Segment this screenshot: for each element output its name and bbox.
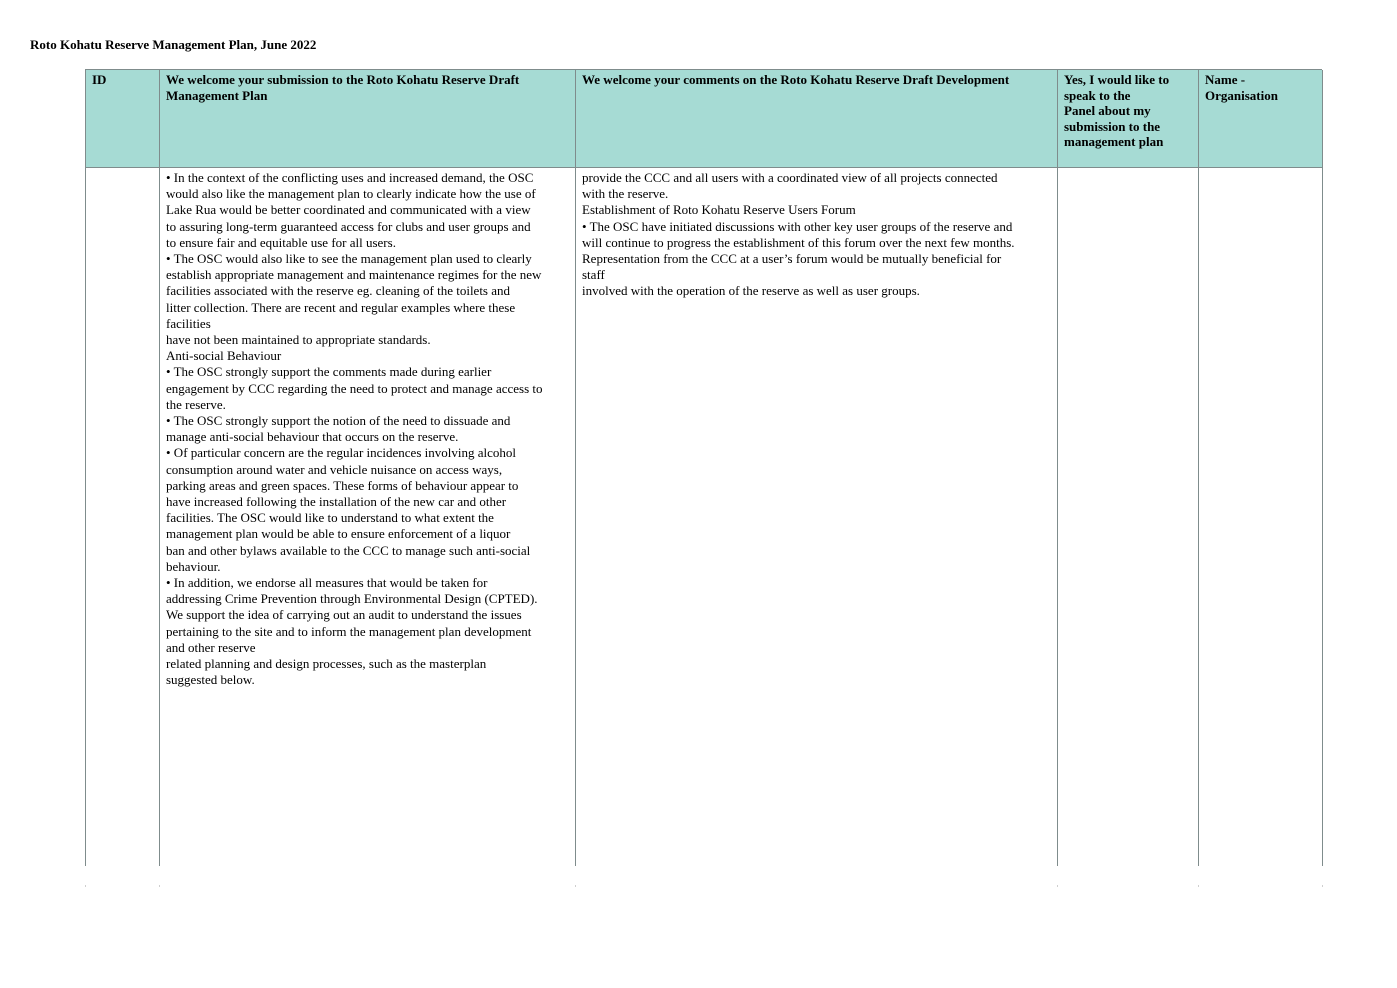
header-id-label: ID <box>92 72 107 87</box>
column-mark <box>575 885 576 887</box>
text-line: manage anti-social behaviour that occurs on the reserve. <box>166 429 459 445</box>
column-mark <box>1057 885 1058 887</box>
text-line: engagement by CCC regarding the need to protect and manage access to <box>166 380 543 396</box>
text-line: facilities. The OSC would like to understand to what extent the <box>166 510 494 526</box>
text-line: management plan would be able to ensure enforcement of a liquor <box>166 526 511 542</box>
column-submission <box>159 70 575 866</box>
text-line: Establishment of Roto Kohatu Reserve Users Forum <box>582 202 856 218</box>
text-line: involved with the operation of the reserve as well as user groups. <box>582 283 920 299</box>
header-submission <box>160 70 575 168</box>
text-line: and other reserve <box>166 639 256 655</box>
cell-id <box>86 168 159 866</box>
column-mark <box>1198 885 1199 887</box>
column-mark <box>1322 885 1323 887</box>
text-line: related planning and design processes, such as the masterplan <box>166 656 487 672</box>
text-line: • The OSC would also like to see the management plan used to clearly <box>166 251 532 267</box>
text-line: Lake Rua would be better coordinated and communicated with a view <box>166 202 531 218</box>
text-line: litter collection. There are recent and regular examples where these <box>166 299 516 315</box>
header-submission-line: Management Plan <box>166 87 268 103</box>
column-comments <box>575 70 1057 866</box>
text-line: • The OSC strongly support the notion of the need to dissuade and <box>166 413 511 429</box>
text-line: will continue to progress the establishment of this forum over the next few months. <box>582 234 1015 250</box>
text-line: facilities <box>166 315 211 331</box>
text-line: Anti-social Behaviour <box>166 348 282 364</box>
text-line: ban and other bylaws available to the CCC to manage such anti-social <box>166 542 531 558</box>
cell-comments <box>576 168 1057 866</box>
header-speak-line: speak to the <box>1064 87 1131 103</box>
document-title: Roto Kohatu Reserve Management Plan, June 2022 <box>30 37 317 52</box>
text-line: with the reserve. <box>582 186 669 202</box>
text-line: Representation from the CCC at a user’s forum would be mutually beneficial for <box>582 251 1002 267</box>
header-name-line: Name - <box>1205 72 1246 87</box>
cell-submission <box>160 168 575 866</box>
text-line: would also like the management plan to clearly indicate how the use of <box>166 186 536 202</box>
header-name <box>1199 70 1322 168</box>
text-line: the reserve. <box>166 396 226 412</box>
text-line: staff <box>582 267 605 283</box>
column-speak <box>1057 70 1198 866</box>
text-line: provide the CCC and all users with a coordinated view of all projects connected <box>582 170 998 185</box>
text-line: have increased following the installation of the new car and other <box>166 494 507 510</box>
text-line: • In addition, we endorse all measures that would be taken for <box>166 575 488 591</box>
text-line: facilities associated with the reserve eg. cleaning of the toilets and <box>166 283 511 299</box>
header-submission-line: We welcome your submission to the Roto Kohatu Reserve Draft <box>166 72 520 87</box>
text-line: • The OSC strongly support the comments made during earlier <box>166 364 492 380</box>
text-line: We support the idea of carrying out an audit to understand the issues <box>166 607 522 623</box>
text-line: suggested below. <box>166 672 255 688</box>
text-line: behaviour. <box>166 558 221 574</box>
text-line: establish appropriate management and maintenance regimes for the new <box>166 267 542 283</box>
header-speak-line: management plan <box>1064 134 1164 150</box>
header-speak-line: Panel about my <box>1064 103 1151 119</box>
text-line: pertaining to the site and to inform the management plan development <box>166 623 532 639</box>
text-line: have not been maintained to appropriate standards. <box>166 332 431 348</box>
column-mark <box>159 885 160 887</box>
column-name <box>1198 70 1323 866</box>
header-name-line: Organisation <box>1205 87 1278 103</box>
text-line: • In the context of the conflicting uses and increased demand, the OSC <box>166 170 534 185</box>
text-line: • The OSC have initiated discussions with other key user groups of the reserve and <box>582 218 1013 234</box>
column-id <box>85 70 159 866</box>
text-line: addressing Crime Prevention through Environmental Design (CPTED). <box>166 591 538 607</box>
text-line: to assuring long-term guaranteed access for clubs and user groups and <box>166 218 531 234</box>
header-speak-line: Yes, I would like to <box>1064 72 1170 87</box>
header-speak-line: submission to the <box>1064 118 1161 134</box>
column-mark <box>85 885 86 887</box>
header-speak <box>1058 70 1198 168</box>
header-comments-line: We welcome your comments on the Roto Kohatu Reserve Draft Development <box>582 72 1010 87</box>
text-line: consumption around water and vehicle nuisance on access ways, <box>166 461 503 477</box>
text-line: • Of particular concern are the regular incidences involving alcohol <box>166 445 516 461</box>
text-line: to ensure fair and equitable use for all users. <box>166 234 396 250</box>
text-line: parking areas and green spaces. These forms of behaviour appear to <box>166 477 519 493</box>
header-comments <box>576 70 1057 168</box>
submissions-table <box>85 69 1322 866</box>
header-id <box>86 70 159 168</box>
cell-speak <box>1058 168 1198 866</box>
cell-name <box>1199 168 1322 866</box>
